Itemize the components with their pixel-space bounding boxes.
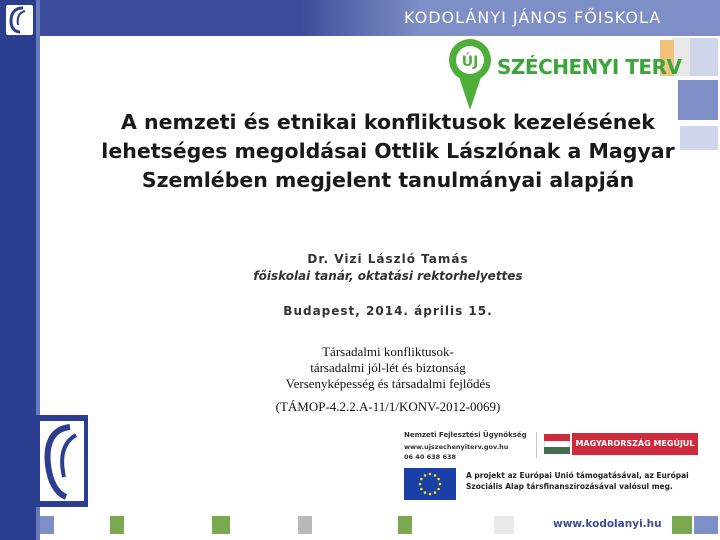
school-name: KODOLÁNYI JÁNOS FŐISKOLA [404,8,662,27]
magyarorszag-megujul-badge: MAGYARORSZÁG MEGÚJUL [572,433,698,455]
project-line: társadalmi jól-lét és biztonság [310,360,466,375]
decor-square [298,516,312,534]
eu-funding-text: A projekt az Európai Unió támogatásával, az Európai Szociális Alap társfinanszírozásával valósul meg. [466,471,689,491]
left-decor-bar [0,0,40,540]
decor-square [494,516,514,534]
szechenyi-logo-icon [448,36,492,112]
school-logo-icon [6,5,33,35]
decor-square [672,516,692,534]
szechenyi-logo-text: SZÉCHENYI TERV [497,55,682,79]
project-line: Versenyképesség és társadalmi fejlődés [285,376,491,391]
decor-square [694,516,718,534]
author-name: Dr. Vizi László Tamás [307,252,469,266]
agency-web: www.ujszechenyiterv.gov.hu [404,443,509,451]
agency-name: Nemzeti Fejlesztési Ügynökség [404,431,527,439]
project-line: Társadalmi konfliktusok- [322,344,454,359]
szechenyi-pin-text: ÚJ [461,54,479,70]
project-description [200,344,576,392]
decor-square [398,516,412,534]
website-link[interactable]: www.kodolanyi.hu [553,518,662,530]
decor-square [680,126,718,150]
project-code: (TÁMOP-4.2.2.A-11/1/KONV-2012-0069) [275,399,501,414]
footer-divider [536,432,537,458]
decor-square [690,38,718,76]
eu-flag-icon [404,468,456,500]
header-bar-gradient [300,0,420,36]
slide-title: A nemzeti és etnikai konfliktusok kezelésének lehetséges megoldásai Ottlik Lászlónak a Magyar Szemlében megjelent tanulmányai alapján [101,110,675,192]
decor-square [212,516,230,534]
author-role: főiskolai tanár, oktatási rektorhelyettes [253,269,523,283]
school-logo-tile [36,415,88,507]
decor-square [40,516,54,534]
decor-square [110,516,124,534]
decor-square [678,80,718,120]
agency-phone: 06 40 638 638 [404,453,457,461]
place-date: Budapest, 2014. április 15. [283,304,493,318]
hungarian-flag-icon [544,434,570,454]
